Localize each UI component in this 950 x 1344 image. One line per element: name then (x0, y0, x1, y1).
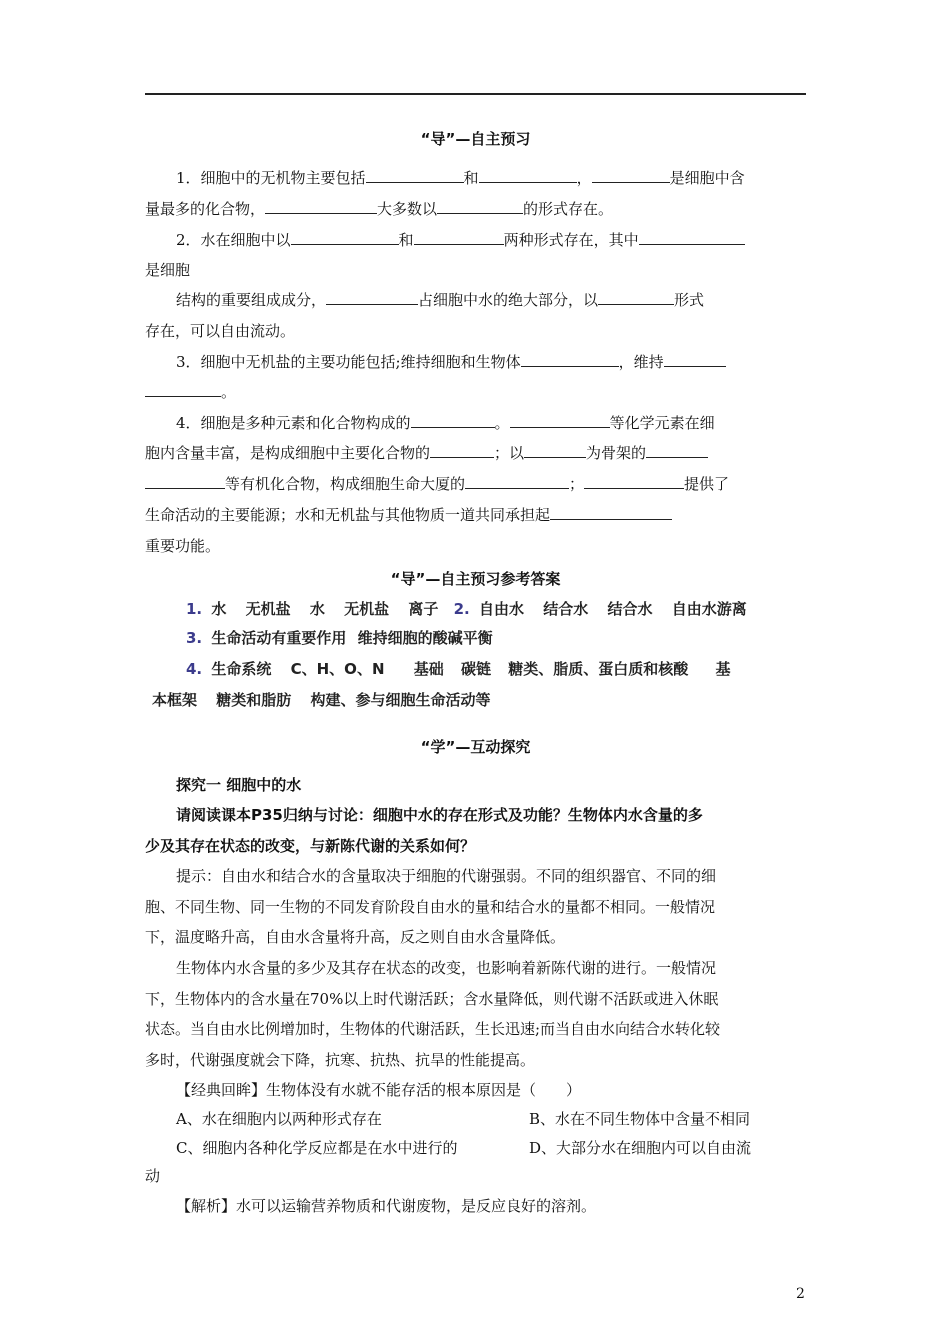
question-line-2: 少及其存在状态的改变，与新陈代谢的关系如何？ (145, 837, 476, 855)
header-rule (145, 93, 806, 95)
classic-review: 【经典回眸】生物体没有水就不能存活的根本原因是（ ） (176, 1081, 582, 1099)
answers-row-3: 4. 生命系统 C、H、O、N 基础 碳链 糖类、脂质、蛋白质和核酸 基 (186, 660, 731, 678)
q4-line5: 重要功能。 (145, 537, 221, 555)
option-a: A、水在细胞内以两种形式存在 (176, 1110, 382, 1128)
para2-line-2: 下，生物体内的含水量在70%以上时代谢活跃；含水量降低，则代谢不活跃或进入休眠 (145, 990, 719, 1008)
para2-line-3: 状态。当自由水比例增加时，生物体的代谢活跃，生长迅速;而当自由水向结合水转化较 (145, 1020, 721, 1038)
para2-line-1: 生物体内水含量的多少及其存在状态的改变，也影响着新陈代谢的进行。一般情况 (176, 959, 717, 977)
q3-line1: 3．细胞中无机盐的主要功能包括;维持细胞和生物体 ，维持 (145, 352, 837, 372)
blank (664, 352, 726, 367)
blank (524, 443, 586, 458)
answers-row-4: 本框架 糖类和脂肪 构建、参与细胞生命活动等 (152, 691, 491, 709)
q2-line3: 结构的重要组成成分， 占细胞中水的绝大部分，以 形式 (176, 291, 705, 309)
para2-line-4: 多时，代谢强度就会下降，抗寒、抗热、抗旱的性能提高。 (145, 1051, 536, 1069)
preview-title: “导”—自主预习 (420, 130, 531, 148)
blank (479, 168, 577, 183)
blank (291, 230, 399, 245)
question-line-1: 请阅读课本P35归纳与讨论：细胞中水的存在形式及功能？生物体内水含量的多 (176, 806, 703, 824)
q4-line1: 4．细胞是多种元素和化合物构成的 。 等化学元素在细 (176, 414, 715, 432)
answers-row-1: 1. 水 无机盐 水 无机盐 离子 2. 自由水 结合水 结合水 自由水游离 (186, 600, 747, 618)
option-d: D、大部分水在细胞内可以自由流 (529, 1139, 752, 1157)
explore-title: “学”—互动探究 (420, 738, 531, 756)
q4-line3: 等有机化合物，构成细胞生命大厦的 ； 提供了 (145, 474, 806, 494)
hint-line-1: 提示：自由水和结合水的含量取决于细胞的代谢强弱。不同的组织器官、不同的细 (176, 867, 717, 885)
blank (646, 443, 708, 458)
blank (430, 443, 494, 458)
answers-row-2: 3. 生命活动有重要作用 维持细胞的酸碱平衡 (186, 629, 493, 647)
option-b: B、水在不同生物体中含量不相同 (529, 1110, 751, 1128)
blank (598, 290, 674, 305)
q4-line4: 生命活动的主要能源；水和无机盐与其他物质一道共同承担起 (145, 505, 806, 525)
explore-heading: 探究一 细胞中的水 (176, 776, 302, 794)
blank (326, 290, 418, 305)
answers-title: “导”—自主预习参考答案 (390, 570, 561, 588)
blank (366, 168, 464, 183)
blank (550, 505, 672, 520)
q4-line2: 胞内含量丰富，是构成细胞中主要化合物的 ；以 为骨架的 (145, 443, 806, 463)
blank (639, 230, 745, 245)
q3-line2: 。 (145, 382, 806, 402)
q2-line2: 是细胞 (145, 261, 191, 279)
option-c: C、细胞内各种化学反应都是在水中进行的 (176, 1139, 458, 1157)
q1-line2: 量最多的化合物， 大多数以 的形式存在。 (145, 200, 614, 218)
blank (510, 413, 610, 428)
blank (145, 474, 225, 489)
blank (145, 382, 221, 397)
blank (592, 168, 670, 183)
blank (584, 474, 684, 489)
blank (465, 474, 569, 489)
q2-line1: 2．水在细胞中以 和 两种形式存在，其中 (145, 230, 837, 250)
hint-line-2: 胞、不同生物、同一生物的不同发育阶段自由水的量和结合水的量都不相同。一般情况 (145, 898, 716, 916)
blank (521, 352, 619, 367)
blank (265, 199, 377, 214)
blank (414, 230, 504, 245)
blank (411, 413, 495, 428)
option-d-cont: 动 (145, 1167, 161, 1185)
q2-line4: 存在，可以自由流动。 (145, 322, 296, 340)
page-number: 2 (796, 1286, 805, 1302)
q1-line1: 1．细胞中的无机物主要包括 和 ， 是细胞中含 (176, 169, 745, 187)
analysis: 【解析】水可以运输营养物质和代谢废物，是反应良好的溶剂。 (176, 1197, 597, 1215)
blank (437, 199, 523, 214)
hint-line-3: 下，温度略升高，自由水含量将升高，反之则自由水含量降低。 (145, 928, 566, 946)
